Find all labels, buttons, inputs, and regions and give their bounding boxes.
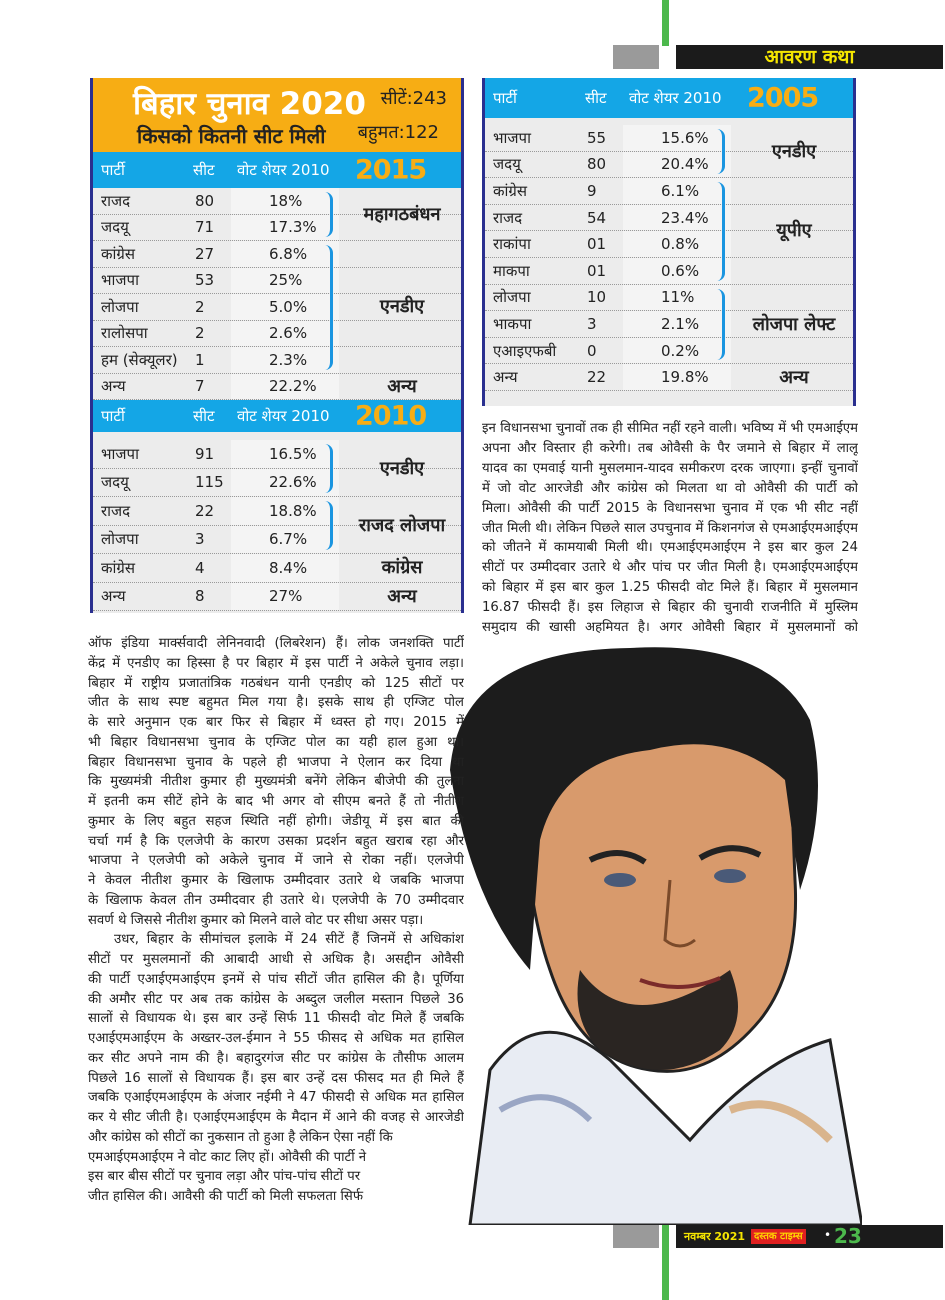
seat-count: 80 [587,155,607,174]
seat-count: 4 [195,558,205,577]
column-header: पार्टी [493,89,517,107]
vote-share: 15.6% [661,128,709,147]
majority-mark: बहुमत:122 [357,122,439,143]
party-name: लोजपा [101,530,139,549]
page-number: 23 [834,1224,862,1248]
vote-share: 2.6% [269,324,308,343]
seat-count: 1 [195,350,205,369]
alliance-label: महागठबंधन [363,203,441,225]
green-rule-bottom [662,1225,669,1300]
table-header-row [93,400,461,432]
text-line: जीत के साथ स्पष्ट बहुमत मिल गया है। इसके साथ ही एग्जिट पोल [88,695,464,711]
vote-share: 19.8% [661,368,709,387]
text-line: के खिलाफ केवल तीन उम्मीदवार ही उतारे थे। एलजेपी के 70 उम्मीदवार [88,892,464,908]
vote-share: 23.4% [661,208,709,227]
party-name: राजद [493,208,523,227]
party-name: राकांपा [493,235,531,254]
table-header-row [93,152,461,188]
seat-count: 22 [195,501,215,520]
party-name: माकपा [493,261,530,280]
party-name: कांग्रेस [101,244,136,263]
table-row [93,347,461,374]
box-title-banner [93,78,461,152]
table-row [485,178,853,205]
column-header: पार्टी [101,161,125,179]
group-brace [717,129,725,174]
total-seats: सीटें:243 [380,88,447,109]
vote-share: 27% [269,587,303,606]
text-line: एआईएमआईएम के अख्तर-उल-ईमान ने 55 फीसद से अधिक मत हासिल [88,1031,464,1046]
vote-share: 2.1% [661,314,700,333]
text-line: उधर, बिहार के सीमांचल इलाके में 24 सीटें हैं जिनमें से अधिकांश [114,932,464,948]
column-header: पार्टी [101,407,125,425]
seat-count: 10 [587,288,607,307]
seat-count: 91 [195,444,215,463]
magazine-logo: दस्तक टाइम्स [751,1229,806,1244]
column-header: वोट शेयर 2010 [237,161,330,179]
text-line: सीटों पर मुसलमानों की आबादी आधी से अधिक है। असद्दीन ओवैसी [88,952,464,967]
party-name: एआइएफबी [493,341,557,360]
text-line: ऑफ इंडिया मार्क्सवादी लेनिनवादी (लिबरेशन) हैं। लोक जनशक्ति पार्टी [88,636,464,651]
text-line: कुमार के लिए बहुत सहज स्थिति नहीं होगी। जेडीयू में इस बात की [88,813,464,829]
vote-share: 5.0% [269,297,308,316]
green-rule-top [662,0,669,46]
seat-count: 8 [195,587,205,606]
text-line: 16.87 फीसदी हैं। इस लिहाज से बिहार की चुनावी राजनीति में मुस्लिम [482,600,858,616]
gray-block-bottom [613,1225,659,1248]
seat-count: 115 [195,473,224,492]
results-box-2005 [482,78,856,406]
party-name: राजद [101,501,131,520]
group-brace [325,192,333,237]
section-title: आवरण कथा [676,45,943,69]
seat-count: 01 [587,261,607,280]
text-line: इन विधानसभा चुनावों तक ही सीमित नहीं रहने वाली। भविष्य में भी एमआईएम [482,421,858,436]
article-text-right [482,419,858,638]
party-name: कांग्रेस [493,181,528,200]
text-line: और कांग्रेस को सीटों का नुकसान तो हुआ है लेकिन ऐसा नहीं कि [88,1129,393,1145]
text-line: सीटों पर उम्मीदवार उतारे थे और पांच पर जीत मिली है। एमआईएमआईएम [482,560,858,576]
vote-share: 18.8% [269,501,317,520]
party-name: रालोसपा [101,324,148,343]
text-line: जीत मिली थी। लेकिन पिछले साल उपचुनाव में किशनगंज से एमआईएमआईएम [482,520,858,536]
alliance-label: अन्य [387,375,417,397]
party-name: अन्य [101,377,126,396]
party-name: भाकपा [493,314,532,333]
table-row [93,268,461,295]
box-title: बिहार चुनाव 2020 [133,86,366,122]
seat-count: 53 [195,271,215,290]
text-line: सवर्ण थे जिससे नीतीश कुमार को मिलने वाले वोट पर सीधा असर पड़ा। [88,912,424,928]
vote-share: 8.4% [269,558,308,577]
portrait-illustration [430,640,862,1225]
text-line: को बिहार में इस बार कुल 1.25 फीसदी वोट मिले हैं। बिहार में मुसलमान [482,580,858,596]
party-name: कांग्रेस [101,558,136,577]
alliance-label: कांग्रेस [381,557,423,579]
group-brace [325,444,333,493]
group-brace [717,289,725,361]
seat-count: 80 [195,191,215,210]
party-name: जदयू [101,218,129,237]
vote-share: 6.1% [661,181,700,200]
page-bullet: • [824,1228,832,1242]
year-label: 2015 [355,154,427,186]
text-line: पिछले 16 सालों से विधायक हैं। इस बार उन्हें दस फीसद मत ही मिले हैं [88,1070,464,1086]
text-line: भाजपा ने एलजेपी को अकेले चुनाव में जाने से रोका नहीं। एलजेपी [88,853,464,869]
party-name: लोजपा [101,297,139,316]
text-line: सालों से विधायक थे। इस बार उन्हें सिर्फ 11 फीसदी वोट मिले हैं जबकि [88,1011,464,1027]
alliance-label: यूपीए [776,220,812,242]
text-line: समुदाय की खासी अहमियत है। अगर ओवैसी बिहार में मुसलमानों को [482,620,858,636]
text-line: की अमौर सीट पर अब तक कांग्रेस के अब्दुल जलील मस्तान पिछले 36 [88,991,464,1007]
vote-share: 6.7% [269,530,308,549]
vote-share: 6.8% [269,244,308,263]
table-row [485,285,853,312]
seat-count: 71 [195,218,215,237]
text-line: एमआईएमआईएम ने वोट काट लिए हों। ओवैसी की पार्टी ने [88,1149,367,1165]
seat-count: 9 [587,181,597,200]
text-line: बिहार विधानसभा चुनाव के पहले ही भाजपा ने ऐलान कर दिया था [88,754,464,770]
alliance-label: एनडीए [771,140,817,162]
text-line: कर सीट अपने नाम की है। बहादुरगंज सीट पर कांग्रेस के तौसीफ आलम [88,1050,464,1066]
text-line: में जो वोट आरजेडी और कांग्रेस को मिलता था वो ओवैसी की पार्टी को [482,480,858,496]
column-header: सीट [193,407,215,425]
text-line: कि मुख्यमंत्री नीतीश कुमार ही मुख्यमंत्री बनेंगे लेकिन बीजेपी की तुलना [88,774,464,790]
party-name: हम (सेक्यूलर) [101,350,178,369]
article-text-left [88,634,464,1207]
text-line: चर्चा गर्म है कि एलजेपी के कारण उसका प्रदर्शन बहुत खराब रहा और [88,833,464,849]
column-header: वोट शेयर 2010 [237,407,330,425]
seat-count: 27 [195,244,215,263]
text-line: जीत हासिल की। आवैसी की पार्टी को मिली सफलता सिर्फ [88,1189,363,1204]
alliance-label: अन्य [779,366,809,388]
text-line: इस बार बीस सीटों पर चुनाव लड़ा और पांच-पांच सीटों पर [88,1169,361,1185]
vote-share: 25% [269,271,303,290]
text-line: जबकि एआईएमआईएम के अंजार नईमी ने 47 फीसदी से अधिक मत हासिल [88,1090,464,1106]
text-line: केंद्र में एनडीए का हिस्सा है पर बिहार में इस पार्टी ने अकेले चुनाव लड़ा। [88,655,464,671]
seat-count: 55 [587,128,607,147]
alliance-label: अन्य [387,585,417,607]
box-subtitle: किसको कितनी सीट मिली [137,124,326,148]
group-brace [325,501,333,550]
seat-count: 22 [587,368,607,387]
seat-count: 7 [195,377,205,396]
gray-block-top [613,45,659,69]
year-label: 2005 [747,82,819,114]
vote-share: 0.6% [661,261,700,280]
seat-count: 2 [195,324,205,343]
text-line: भी बिहार विधानसभा चुनाव के एग्जिट पोल का यही हाल हुआ था। [88,734,464,750]
text-line: को जीतने में कामयाबी मिली थी। एमआईएमआईएम ने इस बार कुल 24 [482,540,858,556]
party-name: अन्य [493,368,518,387]
party-name: भाजपा [493,128,531,147]
alliance-label: राजद लोजपा [358,514,446,536]
alliance-label: एनडीए [379,457,425,479]
table-row [485,338,853,365]
text-line: कर ये सीट जीती है। एआईएमआईएम के मैदान में आने की वजह से आरजेडी [88,1110,464,1125]
table-header-row [485,78,853,118]
text-line: में इतनी कम सीटें होने के बाद भी अगर वो सीएम बनते हैं तो नीतीश [88,794,464,809]
table-row [485,258,853,285]
group-brace [325,245,333,370]
seat-count: 2 [195,297,205,316]
party-name: जदयू [101,473,129,492]
footer-bar [676,1225,943,1248]
text-line: के सारे अनुमान एक बार फिर से बिहार में ध्वस्त हो गए। 2015 में [88,715,464,730]
text-line: यादव का एमवाई यानी मुसलमान-यादव समीकरण दरक जाएगा। इन्हीं चुनावों [482,460,858,476]
party-name: जदयू [493,155,521,174]
vote-share: 0.8% [661,235,700,254]
vote-share: 11% [661,288,695,307]
column-header: सीट [585,89,607,107]
vote-share: 2.3% [269,350,308,369]
column-header: सीट [193,161,215,179]
seat-count: 01 [587,235,607,254]
vote-share: 22.2% [269,377,317,396]
issue-date: नवम्बर 2021 [684,1230,746,1243]
party-name: अन्य [101,587,126,606]
column-header: वोट शेयर 2010 [629,89,722,107]
vote-share: 20.4% [661,155,709,174]
alliance-label: लोजपा लेफ्ट [752,313,836,335]
results-box-2015-2010 [90,78,464,613]
vote-share: 18% [269,191,303,210]
seat-count: 3 [195,530,205,549]
table-row [93,321,461,348]
seat-count: 0 [587,341,597,360]
seat-count: 3 [587,314,597,333]
vote-share: 17.3% [269,218,317,237]
text-line: की पार्टी एआईएमआईएम इनमें से पांच सीटों जीत हासिल की है। पूर्णिया [88,971,464,987]
vote-share: 0.2% [661,341,700,360]
vote-share: 16.5% [269,444,317,463]
text-line: अपना और विस्तार ही करेगी। तब ओवैसी के पैर जमाने से बिहार में लालू [482,440,858,456]
alliance-label: एनडीए [379,296,425,318]
party-name: भाजपा [101,444,139,463]
party-name: भाजपा [101,271,139,290]
seat-count: 54 [587,208,607,227]
text-line: बिहार में राष्ट्रीय प्रजातांत्रिक गठबंधन यानी एनडीए को 125 सीटों पर [88,675,464,691]
year-label: 2010 [355,400,427,432]
text-line: मिला। ओवैसी की पार्टी 2015 के विधानसभा चुनाव में एक भी सीट नहीं [482,500,858,516]
party-name: राजद [101,191,131,210]
text-line: ने केवल नीतीश कुमार के खिलाफ उम्मीदवार उतारे थे जबकि भाजपा [88,873,464,888]
group-brace [717,182,725,280]
party-name: लोजपा [493,288,531,307]
table-row [93,241,461,268]
vote-share: 22.6% [269,473,317,492]
